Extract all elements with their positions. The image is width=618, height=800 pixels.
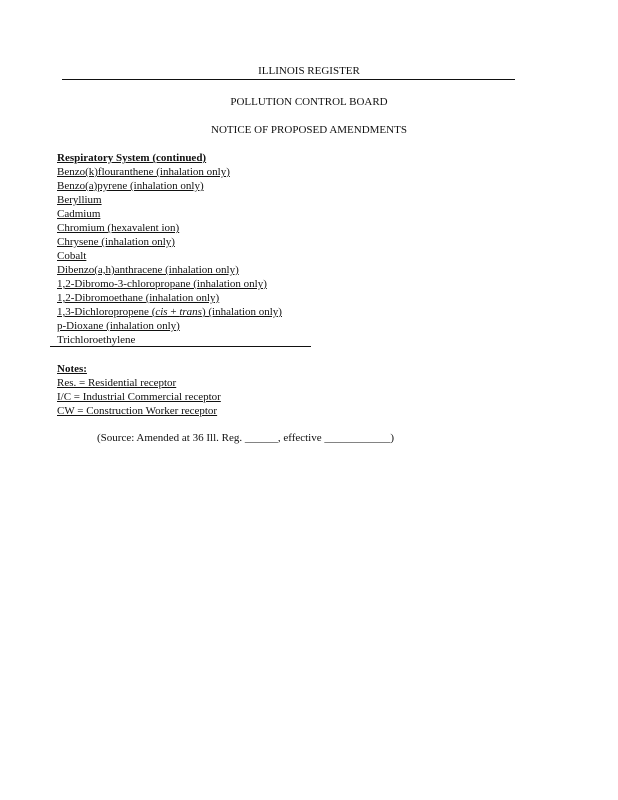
list-item: Dibenzo(a,h)anthracene (inhalation only) (57, 264, 239, 276)
item-text: + (167, 306, 180, 318)
notes-heading: Notes: (57, 363, 87, 375)
source-note: (Source: Amended at 36 Ill. Reg. ______, effective ____________) (97, 432, 395, 444)
list-item: Beryllium (57, 194, 102, 206)
list-item: Benzo(a)pyrene (inhalation only) (57, 180, 204, 192)
note-item: CW = Construction Worker receptor (57, 405, 218, 417)
list-item: 1,2-Dibromoethane (inhalation only) (57, 292, 220, 304)
section-heading: Respiratory System (continued) (57, 152, 207, 164)
notes-block (57, 362, 221, 418)
note-item: Res. = Residential receptor (57, 377, 177, 389)
table-bottom-rule (50, 346, 311, 347)
list-item: 1,2-Dibromo-3-chloropropane (inhalation only) (57, 278, 267, 290)
list-item: Trichloroethylene (57, 334, 136, 346)
item-text: ) (inhalation only) (201, 306, 282, 318)
header-rule (62, 79, 515, 80)
list-item: p-Dioxane (inhalation only) (57, 320, 180, 332)
list-item: Chrysene (inhalation only) (57, 236, 175, 248)
list-item: Benzo(k)flouranthene (inhalation only) (57, 166, 230, 178)
list-item: Cobalt (57, 250, 87, 262)
notice-title: NOTICE OF PROPOSED AMENDMENTS (211, 124, 407, 136)
register-title: ILLINOIS REGISTER (258, 65, 360, 77)
list-item: Chromium (hexavalent ion) (57, 222, 180, 234)
note-item: I/C = Industrial Commercial receptor (57, 391, 221, 403)
board-title: POLLUTION CONTROL BOARD (230, 96, 388, 108)
trans-text: trans (179, 306, 202, 318)
list-item-dichloropropene (57, 305, 282, 319)
cis-text: cis (155, 306, 168, 318)
respiratory-list (57, 151, 282, 347)
list-item: Cadmium (57, 208, 101, 220)
item-text: 1,3-Dichloropropene ( (57, 306, 156, 318)
